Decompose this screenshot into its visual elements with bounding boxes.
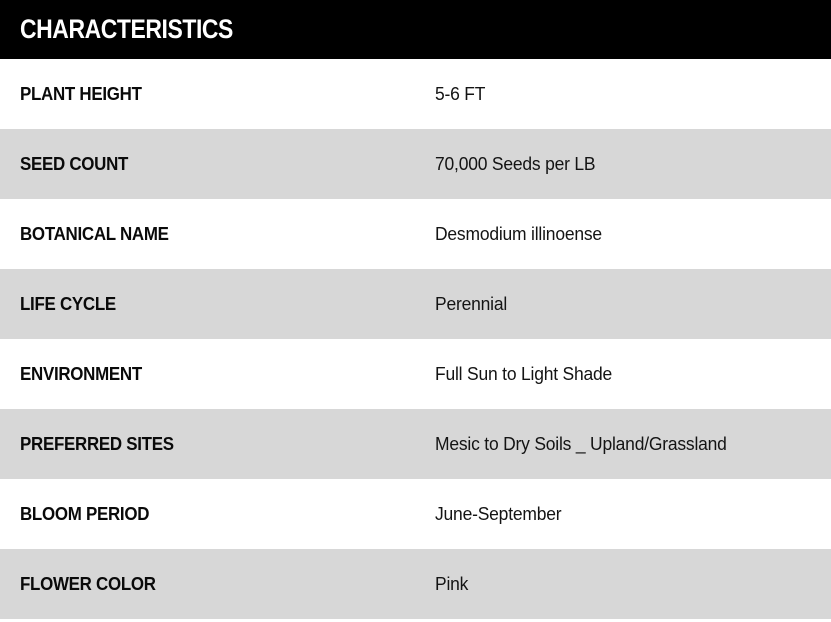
row-value-cell bbox=[435, 224, 831, 245]
row-label-cell bbox=[0, 504, 435, 525]
table-row bbox=[0, 59, 831, 129]
table-row bbox=[0, 339, 831, 409]
row-value: Full Sun to Light Shade bbox=[435, 363, 613, 384]
row-label: BLOOM PERIOD bbox=[20, 503, 150, 524]
table-row bbox=[0, 479, 831, 549]
table-row bbox=[0, 199, 831, 269]
row-label: SEED COUNT bbox=[20, 153, 129, 174]
row-value-cell bbox=[435, 434, 831, 455]
row-label-cell bbox=[0, 224, 435, 245]
row-value-cell bbox=[435, 364, 831, 385]
row-value-cell bbox=[435, 84, 831, 105]
row-label: FLOWER COLOR bbox=[20, 573, 156, 594]
table-row bbox=[0, 269, 831, 339]
section-title: CHARACTERISTICS bbox=[20, 14, 233, 44]
row-label: BOTANICAL NAME bbox=[20, 223, 169, 244]
row-value: Mesic to Dry Soils _ Upland/Grassland bbox=[435, 433, 727, 454]
row-value: 5-6 FT bbox=[435, 83, 486, 104]
table-row bbox=[0, 409, 831, 479]
characteristics-header bbox=[0, 0, 831, 59]
row-value-cell bbox=[435, 504, 831, 525]
row-label-cell bbox=[0, 154, 435, 175]
row-label-cell bbox=[0, 84, 435, 105]
table-row bbox=[0, 549, 831, 619]
row-label-cell bbox=[0, 294, 435, 315]
row-value: 70,000 Seeds per LB bbox=[435, 153, 596, 174]
row-label: PLANT HEIGHT bbox=[20, 83, 142, 104]
row-label: ENVIRONMENT bbox=[20, 363, 142, 384]
row-label: PREFERRED SITES bbox=[20, 433, 174, 454]
table-row bbox=[0, 129, 831, 199]
row-value: Desmodium illinoense bbox=[435, 223, 602, 244]
characteristics-table bbox=[0, 59, 831, 619]
row-label-cell bbox=[0, 434, 435, 455]
row-value-cell bbox=[435, 294, 831, 315]
row-label-cell bbox=[0, 574, 435, 595]
row-label-cell bbox=[0, 364, 435, 385]
row-value-cell bbox=[435, 574, 831, 595]
row-value-cell bbox=[435, 154, 831, 175]
row-value: Pink bbox=[435, 573, 469, 594]
row-label: LIFE CYCLE bbox=[20, 293, 116, 314]
row-value: Perennial bbox=[435, 293, 508, 314]
row-value: June-September bbox=[435, 503, 562, 524]
